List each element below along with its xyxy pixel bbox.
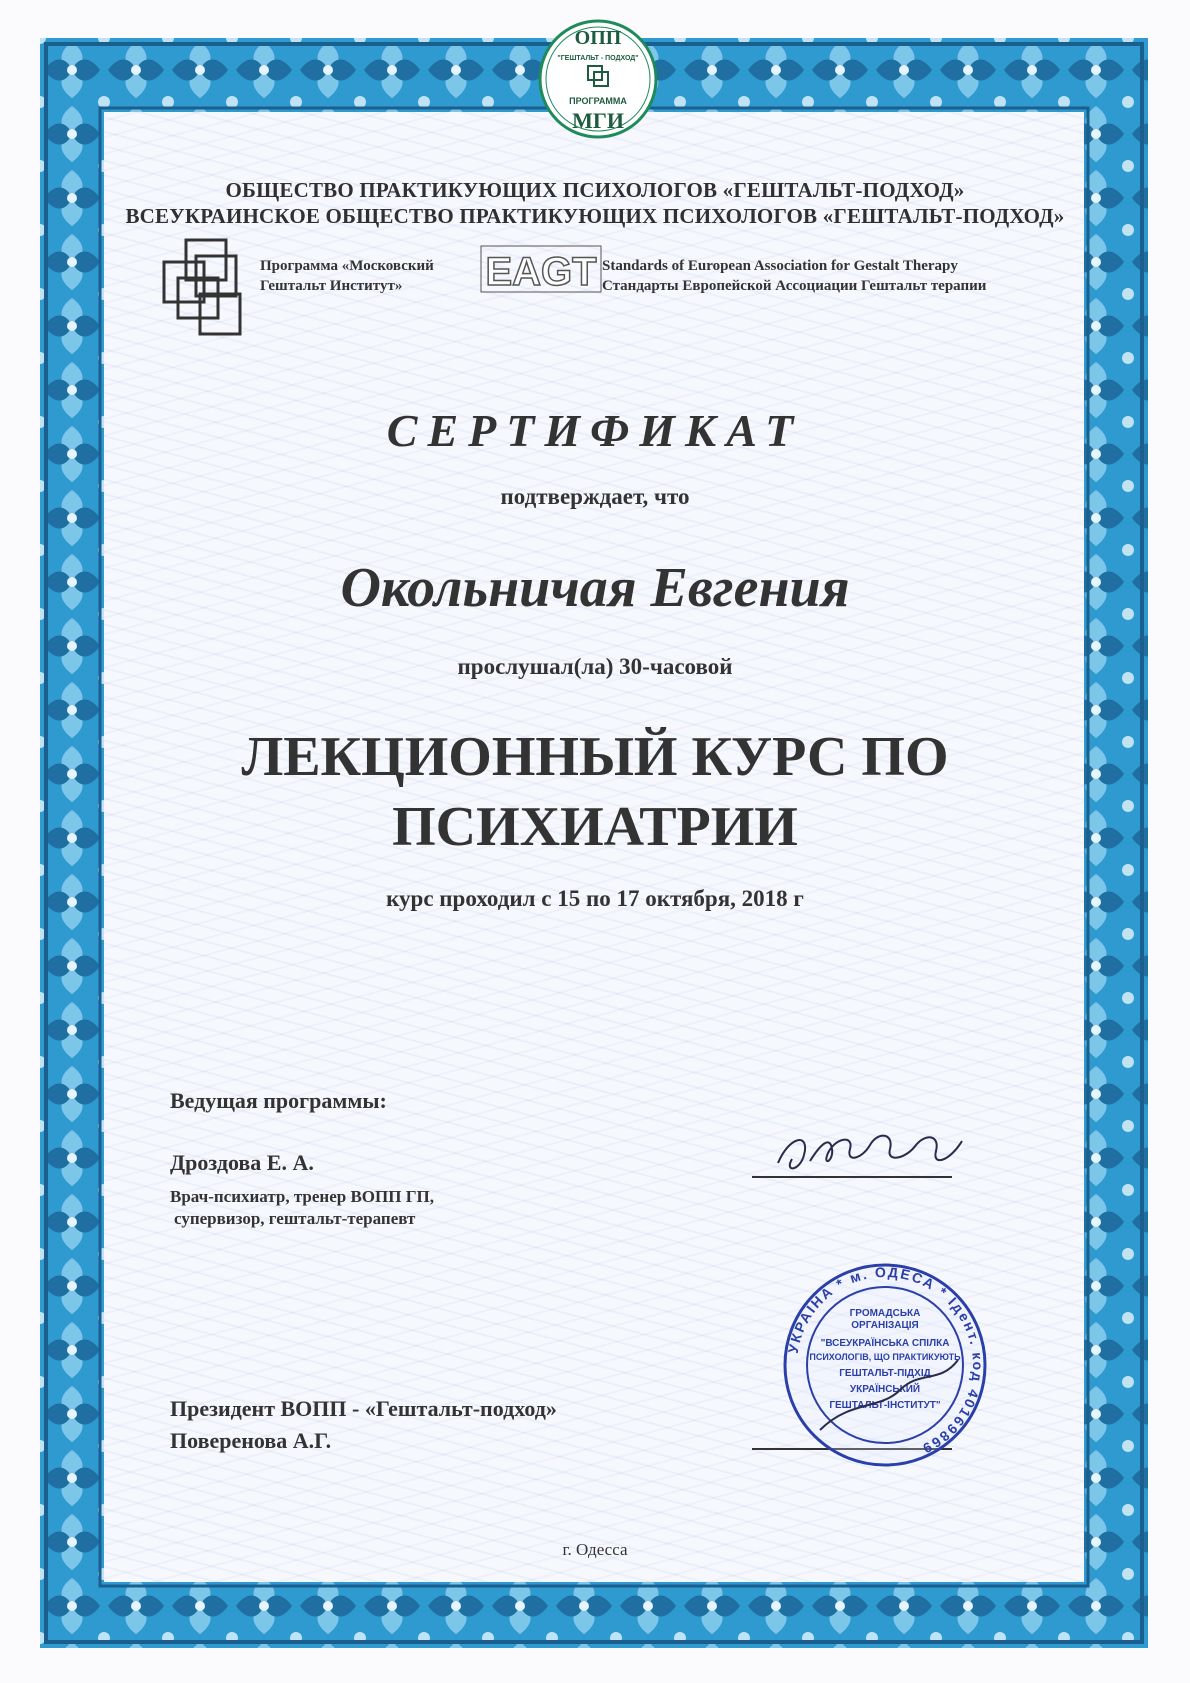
certificate-title: СЕРТИФИКАТ: [386, 405, 804, 456]
official-stamp: [780, 1260, 990, 1470]
seal-arc-text: "ГЕШТАЛЬТ - ПОДХОД": [557, 55, 639, 62]
org-name-line-1: ОБЩЕСТВО ПРАКТИКУЮЩИХ ПСИХОЛОГОВ «ГЕШТАЛЬТ-ПОДХОД»: [225, 178, 965, 202]
course-title: [0, 722, 1190, 862]
course-title-line-2: ПСИХИАТРИИ: [392, 796, 798, 858]
leader-name: Дроздова Е. А.: [170, 1150, 314, 1175]
stamp-line-2: ОРГАНІЗАЦІЯ: [851, 1320, 919, 1331]
opp-mgi-seal: [538, 0, 658, 158]
course-dates: курс проходил с 15 по 17 октября, 2018 г: [386, 886, 804, 911]
mgi-squares-logo: [160, 234, 250, 346]
eagt-logo: [480, 245, 602, 293]
listened-text: прослушал(ла) 30-часовой: [457, 654, 733, 679]
confirms-text: подтверждает, что: [500, 484, 690, 509]
leader-signature-line: [752, 1176, 952, 1178]
president-name: Поверенова А.Г.: [170, 1428, 332, 1453]
org-name-line-2: ВСЕУКРАИНСКОЕ ОБЩЕСТВО ПРАКТИКУЮЩИХ ПСИХОЛОГОВ «ГЕШТАЛЬТ-ПОДХОД»: [125, 204, 1065, 228]
stamp-line-7: ГЕШТАЛЬТ-ІНСТИТУТ": [829, 1400, 941, 1411]
mgi-program-line-1: Программа «Московский: [260, 258, 434, 274]
president-label: Президент ВОПП - «Гештальт-подход»: [170, 1396, 557, 1421]
eagt-standards-line-1: Standards of European Association for Gestalt Therapy: [602, 258, 958, 274]
stamp-line-5: ГЕШТАЛЬТ-ПІДХІД: [839, 1368, 931, 1379]
seal-bottom-text: МГИ: [572, 108, 624, 133]
seal-top-text: ОПП: [574, 27, 622, 49]
mgi-program-line-2: Гештальт Институт»: [260, 278, 403, 294]
eagt-standards-text: [602, 256, 986, 296]
leader-signature: [770, 1115, 970, 1185]
eagt-mark: EAGT: [485, 250, 597, 293]
city-text: г. Одесса: [562, 1540, 628, 1559]
leader-desc-line-1: Врач-психиатр, тренер ВОПП ГП,: [170, 1187, 435, 1206]
course-title-line-1: ЛЕКЦИОННЫЙ КУРС ПО: [241, 726, 949, 788]
mgi-program-text: [260, 256, 434, 296]
stamp-line-6: УКРАЇНСЬКИЙ: [849, 1384, 921, 1395]
leader-label: Ведущая программы:: [170, 1088, 387, 1113]
seal-program-label: ПРОГРАММА: [569, 96, 627, 106]
stamp-outer-text: УКРАЇНА * м. ОДЕСА * Ідент. код 40169869: [784, 1263, 987, 1458]
eagt-standards-line-2: Стандарты Европейской Ассоциации Гештальт терапии: [602, 278, 987, 294]
stamp-line-3: "ВСЕУКРАЇНСЬКА СПІЛКА: [820, 1338, 950, 1349]
stamp-line-4: ПСИХОЛОГІВ, ЩО ПРАКТИКУЮТЬ: [809, 1352, 961, 1362]
leader-description: [170, 1186, 434, 1230]
recipient-name: Окольничая Евгения: [340, 557, 850, 619]
leader-desc-line-2: супервизор, гештальт-терапевт: [174, 1209, 416, 1228]
stamp-line-1: ГРОМАДСЬКА: [849, 1308, 921, 1319]
